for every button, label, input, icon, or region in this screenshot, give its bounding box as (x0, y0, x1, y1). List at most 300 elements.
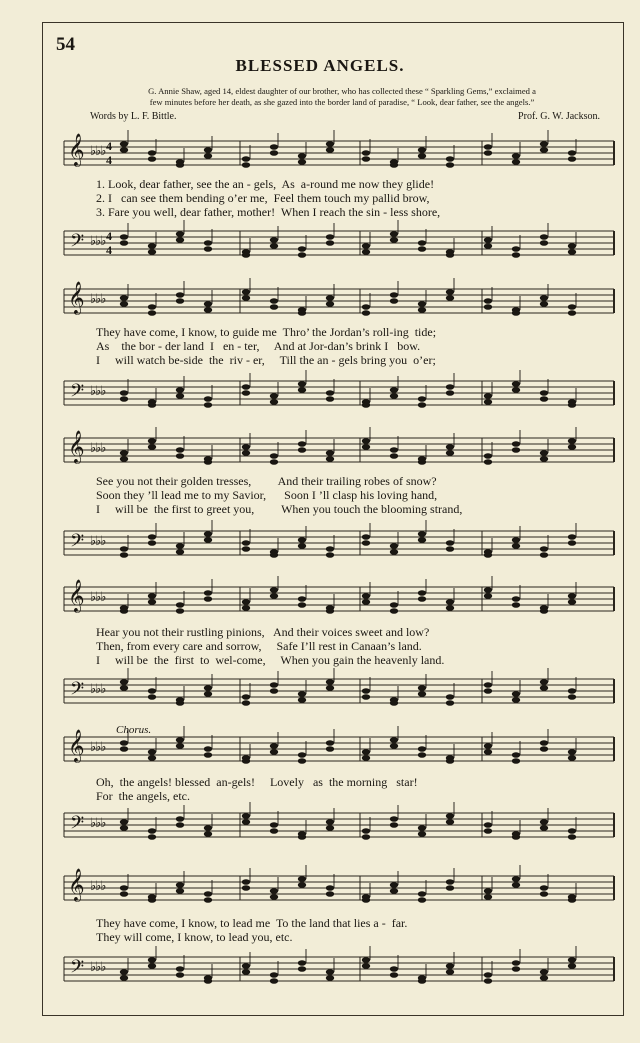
note-head (204, 752, 212, 758)
note-head (120, 740, 128, 746)
note-head (512, 537, 520, 543)
note-head (568, 834, 576, 840)
note-head (148, 957, 156, 963)
lyric-line: I will watch be-side the riv - er, Till the an - gels bring you o’er; (96, 353, 436, 367)
note-head (204, 685, 212, 691)
note-head (148, 834, 156, 840)
note-head (418, 301, 426, 307)
bass-staff-1 (64, 230, 614, 257)
note-head (540, 301, 548, 307)
note-head (362, 304, 370, 310)
lyric-line: See you not their golden tresses, And their trailing robes of snow? (96, 474, 437, 488)
note-head (540, 234, 548, 240)
note-head (540, 456, 548, 462)
note-head (204, 897, 212, 903)
key-signature: ♭♭♭ (90, 533, 106, 548)
note-head (326, 685, 334, 691)
note-head (176, 543, 184, 549)
bass-clef-icon: 𝄢 (70, 230, 85, 255)
note-head (484, 150, 492, 156)
note-head (270, 298, 278, 304)
note-head (362, 156, 370, 162)
note-head (270, 237, 278, 243)
lyric-line: Oh, the angels! blessed an-gels! Lovely as the morning star! (96, 775, 418, 789)
note-head (176, 298, 184, 304)
lyric-line: Soon they ’ll lead me to my Savior, Soon I ’ll clasp his loving hand, (96, 488, 438, 502)
note-head (418, 978, 426, 984)
note-head (390, 543, 398, 549)
note-head (242, 156, 250, 162)
note-head (176, 231, 184, 237)
note-head (326, 825, 334, 831)
page-number: 54 (56, 34, 75, 55)
note-head (390, 966, 398, 972)
note-head (176, 888, 184, 894)
note-head (418, 897, 426, 903)
note-head (484, 749, 492, 755)
note-head (204, 691, 212, 697)
note-head (326, 746, 334, 752)
note-head (540, 552, 548, 558)
note-head (484, 237, 492, 243)
note-head (204, 246, 212, 252)
note-head (362, 688, 370, 694)
note-head (568, 243, 576, 249)
note-head (446, 879, 454, 885)
headnote-line-1: G. Annie Shaw, aged 14, eldest daughter of our brother, who has collected these “ Sparkling Gems,” exclaimed a (148, 86, 536, 96)
note-head (446, 605, 454, 611)
staff-lines (64, 875, 614, 902)
note-head (484, 688, 492, 694)
note-head (540, 819, 548, 825)
note-head (484, 304, 492, 310)
note-head (540, 891, 548, 897)
note-head (512, 543, 520, 549)
key-signature: ♭♭♭ (90, 878, 106, 893)
note-head (298, 159, 306, 165)
note-head (120, 819, 128, 825)
note-head (176, 393, 184, 399)
treble-clef-icon: 𝄞 (68, 135, 85, 166)
note-head (148, 963, 156, 969)
note-head (512, 752, 520, 758)
note-head (120, 240, 128, 246)
note-head (148, 402, 156, 408)
note-head (512, 758, 520, 764)
note-head (484, 298, 492, 304)
note-head (176, 602, 184, 608)
note-head (362, 755, 370, 761)
note-head (540, 147, 548, 153)
note-head (148, 599, 156, 605)
note-head (362, 828, 370, 834)
note-head (390, 972, 398, 978)
lyric-line: 3. Fare you well, dear father, mother! When I reach the sin - less shore, (96, 205, 441, 219)
note-head (568, 249, 576, 255)
note-head (446, 813, 454, 819)
staff-lines (64, 812, 614, 839)
note-head (242, 162, 250, 168)
note-head (362, 534, 370, 540)
note-head (446, 963, 454, 969)
note-head (568, 963, 576, 969)
note-head (120, 301, 128, 307)
note-head (270, 978, 278, 984)
note-head (484, 978, 492, 984)
lyric-line: They have come, I know, to lead me To the land that lies a - far. (96, 916, 408, 930)
note-head (568, 957, 576, 963)
note-head (120, 685, 128, 691)
note-head (298, 447, 306, 453)
note-head (298, 960, 306, 966)
treble-staff-5 (64, 731, 614, 763)
note-head (204, 459, 212, 465)
note-head (326, 240, 334, 246)
note-head (362, 834, 370, 840)
note-head (446, 450, 454, 456)
note-head (204, 590, 212, 596)
note-head (148, 438, 156, 444)
note-head (176, 737, 184, 743)
staff-lines (64, 230, 614, 257)
note-head (390, 882, 398, 888)
note-head (390, 237, 398, 243)
note-head (418, 246, 426, 252)
note-head (204, 978, 212, 984)
note-head (446, 819, 454, 825)
treble-staff-3 (64, 432, 614, 464)
note-head (176, 966, 184, 972)
note-head (362, 310, 370, 316)
note-head (120, 450, 128, 456)
note-head (568, 694, 576, 700)
note-head (390, 737, 398, 743)
note-head (568, 310, 576, 316)
note-head (298, 758, 306, 764)
note-head (120, 679, 128, 685)
note-head (326, 891, 334, 897)
note-head (120, 295, 128, 301)
note-head (362, 749, 370, 755)
staff-lines (64, 736, 614, 763)
note-head (568, 755, 576, 761)
bass-clef-icon: 𝄢 (70, 812, 85, 837)
treble-clef-icon: 𝄞 (68, 731, 85, 762)
key-signature: ♭♭♭ (90, 739, 106, 754)
note-head (484, 972, 492, 978)
note-head (176, 162, 184, 168)
note-head (418, 685, 426, 691)
note-head (390, 387, 398, 393)
note-head (362, 444, 370, 450)
note-head (418, 396, 426, 402)
key-signature: ♭♭♭ (90, 233, 106, 248)
note-head (120, 885, 128, 891)
note-head (362, 599, 370, 605)
note-head (120, 975, 128, 981)
note-head (568, 749, 576, 755)
treble-clef-icon: 𝄞 (68, 283, 85, 314)
note-head (326, 975, 334, 981)
note-head (362, 402, 370, 408)
note-head (326, 456, 334, 462)
note-head (540, 679, 548, 685)
note-head (270, 593, 278, 599)
note-head (120, 141, 128, 147)
note-head (120, 969, 128, 975)
note-head (204, 746, 212, 752)
note-head (512, 441, 520, 447)
note-head (242, 879, 250, 885)
note-head (446, 599, 454, 605)
note-head (270, 688, 278, 694)
note-head (390, 700, 398, 706)
note-head (418, 596, 426, 602)
note-head (176, 453, 184, 459)
note-head (270, 972, 278, 978)
note-head (362, 249, 370, 255)
lyric-line: They will come, I know, to lead you, etc. (96, 930, 293, 944)
note-head (484, 828, 492, 834)
note-head (148, 694, 156, 700)
note-head (512, 252, 520, 258)
key-signature: ♭♭♭ (90, 143, 106, 158)
key-signature: ♭♭♭ (90, 681, 106, 696)
note-head (568, 593, 576, 599)
note-head (484, 552, 492, 558)
note-head (270, 828, 278, 834)
note-head (148, 897, 156, 903)
note-head (148, 304, 156, 310)
note-head (568, 438, 576, 444)
bass-staff-6 (64, 956, 614, 983)
note-head (176, 700, 184, 706)
note-head (204, 825, 212, 831)
note-head (270, 682, 278, 688)
note-head (242, 390, 250, 396)
note-head (512, 159, 520, 165)
note-head (148, 243, 156, 249)
note-head (298, 691, 306, 697)
staff-lines (64, 380, 614, 407)
note-head (298, 882, 306, 888)
note-head (512, 876, 520, 882)
note-head (512, 691, 520, 697)
note-head (298, 543, 306, 549)
note-head (418, 240, 426, 246)
note-head (446, 162, 454, 168)
note-head (176, 882, 184, 888)
note-head (390, 816, 398, 822)
note-head (418, 307, 426, 313)
note-head (120, 147, 128, 153)
note-head (512, 834, 520, 840)
note-head (242, 694, 250, 700)
note-head (568, 534, 576, 540)
note-head (298, 876, 306, 882)
note-head (362, 150, 370, 156)
bass-staff-2 (64, 380, 614, 407)
lyric-line: For the angels, etc. (96, 789, 190, 803)
note-head (326, 141, 334, 147)
headnote (64, 86, 620, 108)
note-head (204, 301, 212, 307)
note-head (568, 599, 576, 605)
note-head (270, 393, 278, 399)
note-head (446, 156, 454, 162)
note-head (446, 694, 454, 700)
bass-clef-icon: 𝄢 (70, 530, 85, 555)
lyric-line: They have come, I know, to guide me Thro’ the Jordan’s roll-ing tide; (96, 325, 437, 339)
chorus-label: Chorus. (116, 724, 152, 736)
note-head (176, 972, 184, 978)
note-head (568, 688, 576, 694)
note-head (390, 822, 398, 828)
note-head (242, 819, 250, 825)
staff-lines (64, 437, 614, 464)
note-head (446, 969, 454, 975)
note-head (540, 450, 548, 456)
note-head (418, 402, 426, 408)
time-signature: 4 4 (106, 139, 112, 167)
note-head (298, 441, 306, 447)
note-head (242, 384, 250, 390)
note-head (540, 969, 548, 975)
note-head (446, 295, 454, 301)
note-head (540, 295, 548, 301)
note-head (148, 150, 156, 156)
staff-lines (64, 140, 614, 167)
note-head (270, 822, 278, 828)
note-head (298, 966, 306, 972)
note-head (204, 596, 212, 602)
note-head (446, 885, 454, 891)
note-head (204, 831, 212, 837)
note-head (362, 963, 370, 969)
note-head (270, 150, 278, 156)
note-head (390, 453, 398, 459)
lyric-line: 1. Look, dear father, see the an - gels, As a-round me now they glide! (96, 177, 435, 191)
note-head (270, 459, 278, 465)
note-head (148, 444, 156, 450)
note-head (242, 450, 250, 456)
note-head (298, 537, 306, 543)
note-head (270, 552, 278, 558)
bass-clef-icon: 𝄢 (70, 678, 85, 703)
staff-lines (64, 586, 614, 613)
note-head (326, 819, 334, 825)
note-head (390, 743, 398, 749)
bass-staff-5 (64, 812, 614, 839)
note-head (242, 605, 250, 611)
note-head (418, 153, 426, 159)
note-head (242, 758, 250, 764)
note-head (568, 150, 576, 156)
note-head (326, 390, 334, 396)
note-head (148, 540, 156, 546)
note-head (484, 888, 492, 894)
note-head (242, 444, 250, 450)
note-head (120, 546, 128, 552)
staff-lines (64, 530, 614, 557)
note-head (326, 608, 334, 614)
note-head (446, 289, 454, 295)
note-head (326, 147, 334, 153)
staff-lines (64, 956, 614, 983)
note-head (418, 752, 426, 758)
note-head (326, 450, 334, 456)
treble-staff-1 (64, 135, 614, 167)
note-head (204, 396, 212, 402)
key-signature: ♭♭♭ (90, 291, 106, 306)
treble-clef-icon: 𝄞 (68, 581, 85, 612)
lyric-line: I will be the first to greet you, When you touch the blooming strand, (96, 502, 463, 516)
note-head (446, 390, 454, 396)
note-head (204, 402, 212, 408)
note-head (484, 593, 492, 599)
note-head (120, 608, 128, 614)
note-head (176, 608, 184, 614)
headnote-line-2: few minutes before her death, as she gazed into the border land of paradise, “ Look, dear father, see the angels.” (149, 97, 535, 107)
note-head (298, 602, 306, 608)
note-head (120, 825, 128, 831)
note-head (298, 697, 306, 703)
note-head (148, 310, 156, 316)
key-signature: ♭♭♭ (90, 815, 106, 830)
note-head (484, 144, 492, 150)
note-head (270, 453, 278, 459)
bass-staff-3 (64, 530, 614, 557)
note-head (540, 975, 548, 981)
note-head (148, 828, 156, 834)
key-signature: ♭♭♭ (90, 959, 106, 974)
note-head (204, 891, 212, 897)
note-head (540, 240, 548, 246)
note-head (148, 249, 156, 255)
note-head (540, 740, 548, 746)
note-head (242, 700, 250, 706)
note-head (270, 304, 278, 310)
note-head (326, 301, 334, 307)
note-head (120, 746, 128, 752)
staff-lines (64, 288, 614, 315)
note-head (540, 746, 548, 752)
note-head (362, 593, 370, 599)
note-head (568, 540, 576, 546)
note-head (390, 549, 398, 555)
note-head (390, 292, 398, 298)
note-head (242, 295, 250, 301)
note-head (270, 888, 278, 894)
note-head (418, 531, 426, 537)
key-signature: ♭♭♭ (90, 440, 106, 455)
note-head (120, 552, 128, 558)
note-head (362, 540, 370, 546)
treble-clef-icon: 𝄞 (68, 432, 85, 463)
note-head (120, 456, 128, 462)
note-head (270, 743, 278, 749)
note-head (120, 396, 128, 402)
note-head (512, 966, 520, 972)
key-signature: ♭♭♭ (90, 589, 106, 604)
note-head (204, 147, 212, 153)
note-head (390, 393, 398, 399)
note-head (540, 141, 548, 147)
note-head (326, 546, 334, 552)
note-head (362, 957, 370, 963)
note-head (484, 743, 492, 749)
note-head (512, 602, 520, 608)
